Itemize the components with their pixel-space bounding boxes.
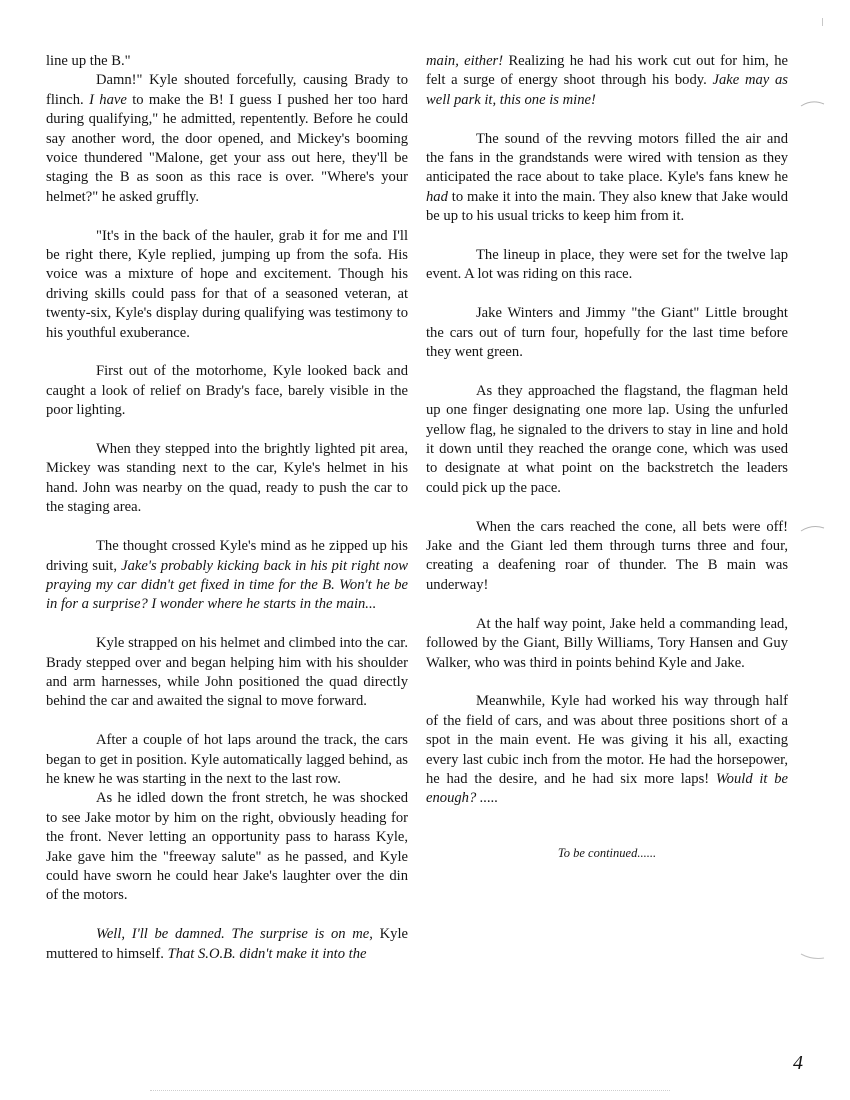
paragraph: When they stepped into the brightly lighted pit area, Mickey was standing next to the car, Kyle's helmet in his hand. John was nearby on the quad, ready to push the car to the staging area. <box>46 441 408 516</box>
paragraph: When the cars reached the cone, all bets were off! Jake and the Giant led them through turns three and four, creating a deafening roar of thunder. The B main was underway! <box>426 518 788 593</box>
paragraph: Jake Winters and Jimmy "the Giant" Little brought the cars out of turn four, hopefully for the last time before they went green. <box>426 305 788 361</box>
paragraph: Meanwhile, Kyle had worked his way through half of the field of cars, and was about three positions short of a spot in the main event. He was giving it his all, exacting every last cubic inch from the motor. He had the horsepower, he had the desire, and he had six more laps! Would it be enough? ..... <box>426 693 788 807</box>
left-column <box>46 52 408 964</box>
scan-mark-4 <box>822 18 823 26</box>
paragraph: main, either! Realizing he had his work cut out for him, he felt a surge of energy shoot through his body. Jake may as well park it, this one is mine! <box>426 53 788 108</box>
paragraph: The lineup in place, they were set for the twelve lap event. A lot was riding on this race. <box>426 247 788 283</box>
paragraph: The sound of the revving motors filled the air and the fans in the grandstands were wired with tension as they anticipated the race about to take place. Kyle's fans knew he had to make it into the main. They also knew that Jake would be up to his usual tricks to keep him from it. <box>426 130 788 225</box>
paragraph: As they approached the flagstand, the flagman held up one finger designating one more lap. Using the unfurled yellow flag, he signaled to the drivers to stay in line and hold it down until they reached the orange cone, which was used to designate at what point on the backstretch the leaders could pick up the pace. <box>426 382 788 496</box>
page-number: 4 <box>793 1052 803 1074</box>
scan-mark-5 <box>150 1090 670 1092</box>
paragraph: line up the B." <box>46 53 131 69</box>
scan-mark-3 <box>800 950 826 962</box>
to-be-continued: To be continued...... <box>557 846 657 860</box>
paragraph: After a couple of hot laps around the track, the cars began to get in position. Kyle automatically lagged behind, as he knew he was starting in the next to the last row. <box>46 732 408 787</box>
paragraph: Kyle strapped on his helmet and climbed into the car. Brady stepped over and began helping him with his shoulder and arm harnesses, while John positioned the quad directly behind the car and awaited the signal to move forward. <box>46 635 408 710</box>
paragraph: As he idled down the front stretch, he was shocked to see Jake motor by him on the right, obviously heading for the front. Never letting an opportunity pass to harass Kyle, Jake gave him the "freeway salute" as he passed, and Kyle could have sworn he could hear Jake's laughter over the din of the motors. <box>46 790 408 904</box>
paragraph: At the half way point, Jake held a commanding lead, followed by the Giant, Billy Williams, Tory Hansen and Guy Walker, who was third in points behind Kyle and Jake. <box>426 615 788 671</box>
scan-mark-1 <box>800 98 826 110</box>
paragraph: The thought crossed Kyle's mind as he zipped up his driving suit, Jake's probably kicking back in his pit right now praying my car didn't get fixed in time for the B. Won't he be in for a surprise? I wonder where he starts in the main... <box>46 538 408 613</box>
paragraph: "It's in the back of the hauler, grab it for me and I'll be right there, Kyle replied, jumping up from the sofa. His voice was a mixture of hope and excitement. Though his driving skills could pass for that of a seasoned veteran, at twenty-six, Kyle's display during qualifying was testimony to his youthful exuberance. <box>46 227 408 341</box>
paragraph: Well, I'll be damned. The surprise is on me, Kyle muttered to himself. That S.O.B. didn't make it into the <box>46 926 408 962</box>
scan-mark-2 <box>800 522 826 534</box>
right-column <box>426 52 788 809</box>
paragraph: Damn!" Kyle shouted forcefully, causing Brady to flinch. I have to make the B! I guess I pushed her too hard during qualifying," he admitted, repentently. Before he could say another word, the door opened, and Mickey's booming voice thundered "Malone, get your ass out here, they'll be staging the B as soon as this race is over. "Where's your helmet?" he asked gruffly. <box>46 72 408 205</box>
paragraph: First out of the motorhome, Kyle looked back and caught a look of relief on Brady's face, barely visible in the poor lighting. <box>46 363 408 419</box>
